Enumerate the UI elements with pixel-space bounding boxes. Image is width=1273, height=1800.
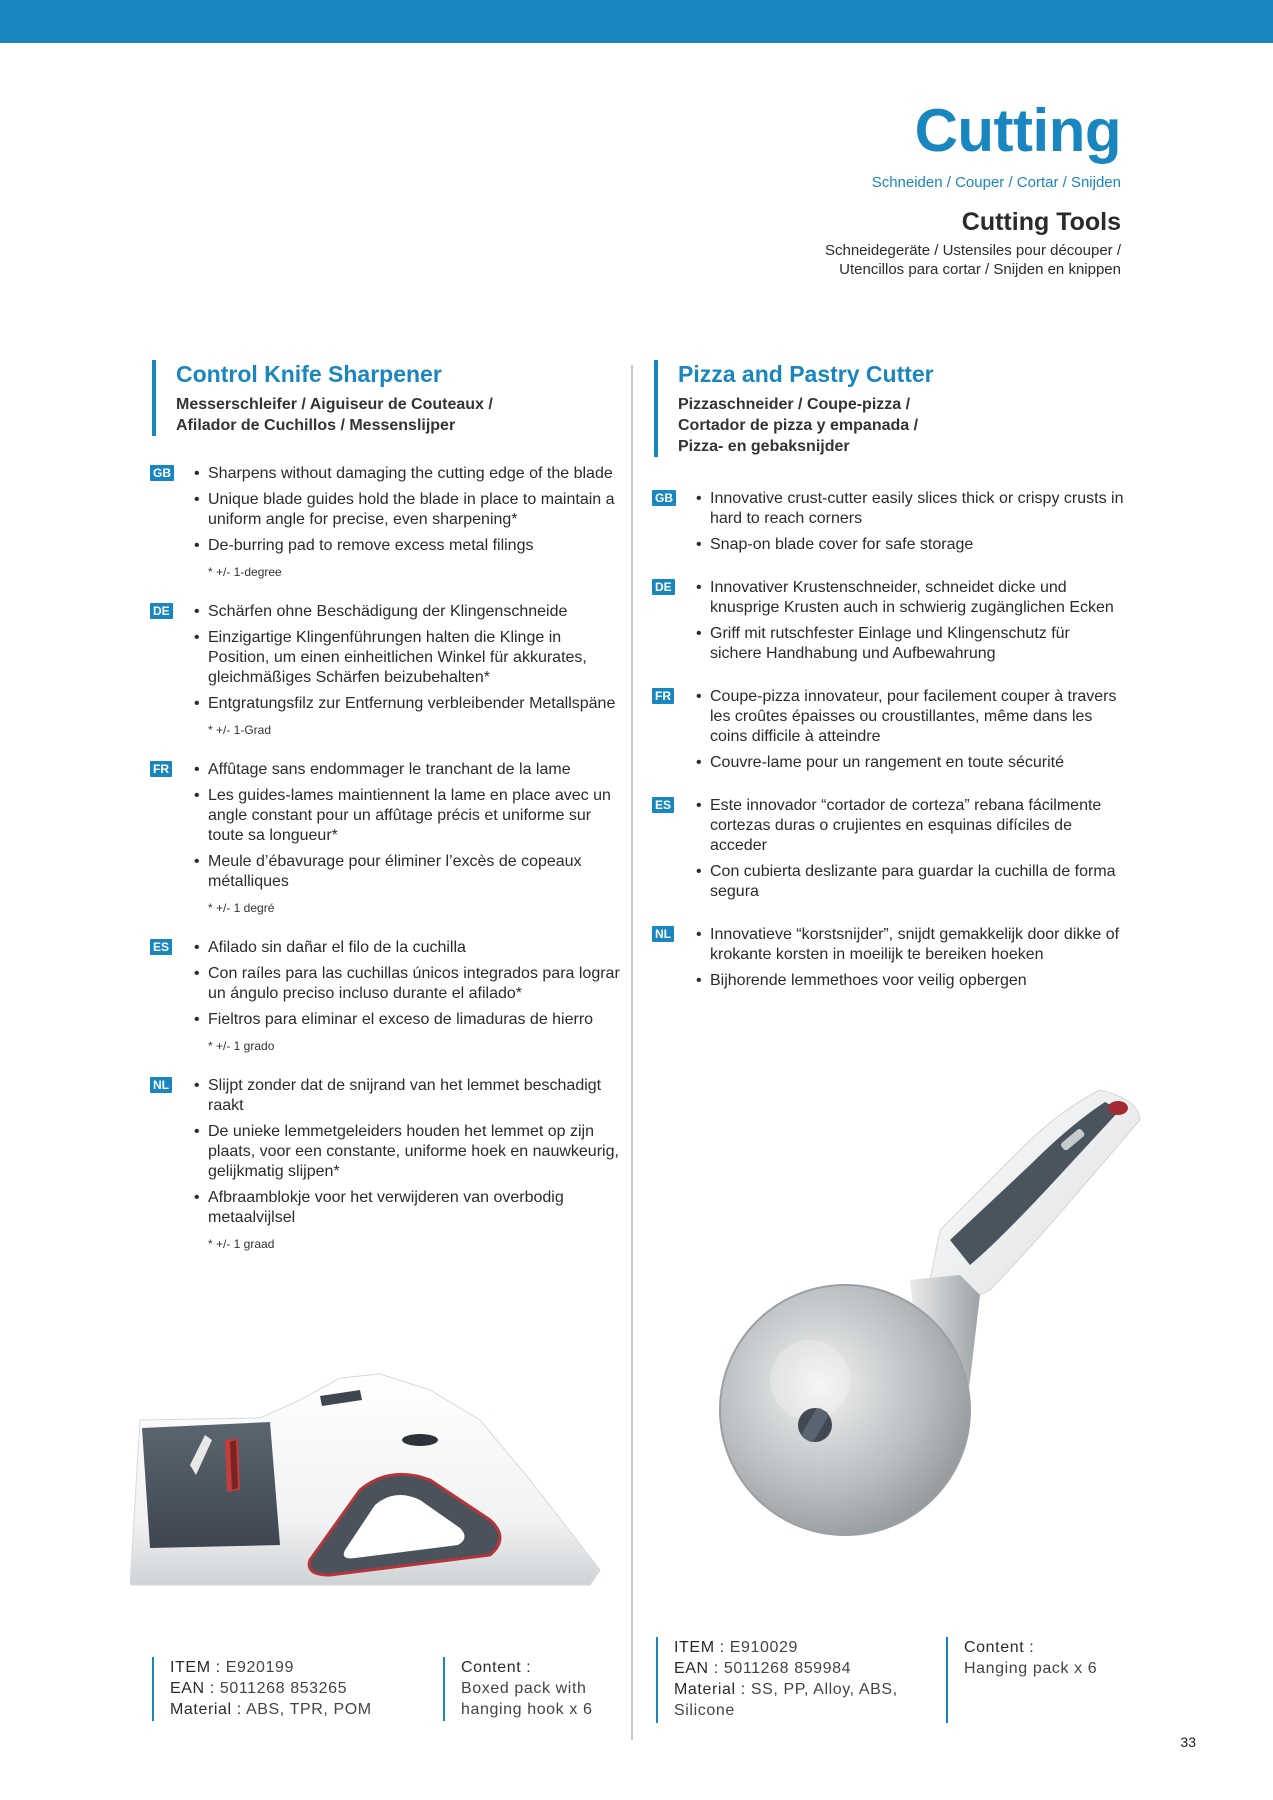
language-badge: FR xyxy=(150,761,172,777)
page-subtitle: Schneiden / Couper / Cortar / Snijden xyxy=(871,174,1121,191)
feature-item: • Einzigartige Klingenführungen halten die Klinge in Position, um einen einheitlichen Winkel für akkurates, gleichmäßiges Schärfen beizubehalten* xyxy=(194,628,622,688)
footnote: * +/- 1 graad xyxy=(208,1237,275,1251)
feature-item: • Schärfen ohne Beschädigung der Klingenschneide xyxy=(194,602,622,622)
language-badge: DE xyxy=(150,603,173,619)
feature-item: • Couvre-lame pour un rangement en toute sécurité xyxy=(696,753,1124,773)
item-number: E910029 xyxy=(729,1639,799,1656)
feature-item: • Bijhorende lemmethoes voor veilig opbergen xyxy=(696,971,1124,991)
feature-item: • De unieke lemmetgeleiders houden het lemmet op zijn plaats, voor een constante, uniforme hoek en nauwkeurig, gelijkmatig slijpen* xyxy=(194,1122,622,1182)
feature-item: • Griff mit rutschfester Einlage und Klingenschutz für sichere Handhabung und Aufbewahrung xyxy=(696,624,1124,664)
product-subtitle: Messerschleifer / Aiguiseur de Couteaux / Afilador de Cuchillos / Messenslijper xyxy=(176,396,493,434)
feature-item: • Innovatieve “korstsnijder”, snijdt gemakkelijk door dikke of krokante korsten in moeilijk te bereiken hoeken xyxy=(696,925,1124,965)
language-badge: GB xyxy=(652,490,676,506)
feature-item: • Fieltros para eliminar el exceso de limaduras de hierro xyxy=(194,1010,622,1030)
product-title-block xyxy=(152,360,622,436)
material: SS, PP, Alloy, ABS, xyxy=(750,1681,898,1698)
section-title: Cutting Tools xyxy=(961,208,1121,236)
language-badge: NL xyxy=(150,1077,172,1093)
feature-item: • Innovativer Krustenschneider, schneidet dicke und knusprige Krusten auch in schwierig zugänglichen Ecken xyxy=(696,578,1124,618)
feature-item: • De-burring pad to remove excess metal filings xyxy=(194,536,622,556)
feature-item: • Snap-on blade cover for safe storage xyxy=(696,535,1124,555)
feature-item: • Meule d’ébavurage pour éliminer l’excès de copeaux métalliques xyxy=(194,852,622,892)
language-badge: ES xyxy=(652,797,674,813)
language-badge: ES xyxy=(150,939,172,955)
language-badge: FR xyxy=(652,688,674,704)
top-color-bar xyxy=(0,0,1273,43)
section-subtitle: Schneidegeräte / Ustensiles pour découper / Utencillos para cortar / Snijden en knippen xyxy=(824,242,1121,278)
product-pizza-cutter xyxy=(654,362,1124,1014)
feature-item: • Este innovador “cortador de corteza” rebana fácilmente cortezas duras o crujientes en esquinas difíciles de acceder xyxy=(696,796,1124,856)
feature-item: • Con raíles para las cuchillas únicos integrados para lograr un ángulo preciso incluso durante el afilado* xyxy=(194,964,622,1004)
lang-section-de xyxy=(152,602,622,737)
lang-section-gb xyxy=(654,489,1124,555)
feature-item: • Unique blade guides hold the blade in place to maintain a uniform angle for precise, even sharpening* xyxy=(194,490,622,530)
product-subtitle: Pizzaschneider / Coupe-pizza / Cortador de pizza y empanada / Pizza- en gebaksnijder xyxy=(678,396,919,455)
footnote: * +/- 1-degree xyxy=(208,565,282,579)
feature-item: • Con cubierta deslizante para guardar la cuchilla de forma segura xyxy=(696,862,1124,902)
footnote: * +/- 1 grado xyxy=(208,1039,275,1053)
language-badge: GB xyxy=(150,465,174,481)
feature-item: • Slijpt zonder dat de snijrand van het lemmet beschadigt raakt xyxy=(194,1076,622,1116)
feature-item: • Les guides-lames maintiennent la lame en place avec un angle constant pour un affûtage précis et uniforme sur toute sa longueur* xyxy=(194,786,622,846)
feature-item: • Entgratungsfilz zur Entfernung verbleibender Metallspäne xyxy=(194,694,622,714)
left-item-details: ITEM : E920199 EAN : 5011268 853265 Material : ABS, TPR, POM xyxy=(152,1657,372,1721)
ean-number: 5011268 859984 xyxy=(723,1660,852,1677)
lang-section-nl xyxy=(152,1076,622,1251)
item-number: E920199 xyxy=(225,1659,295,1676)
lang-section-gb xyxy=(152,464,622,579)
feature-item: • Innovative crust-cutter easily slices thick or crispy crusts in hard to reach corners xyxy=(696,489,1124,529)
product-title: Pizza and Pastry Cutter xyxy=(678,361,934,387)
product-title: Control Knife Sharpener xyxy=(176,361,442,387)
left-content-details: Content : Boxed pack with hanging hook x 6 xyxy=(443,1657,592,1721)
material: ABS, TPR, POM xyxy=(245,1701,372,1718)
language-badge: DE xyxy=(652,579,675,595)
product-knife-sharpener xyxy=(152,362,622,1274)
lang-section-fr xyxy=(654,687,1124,773)
page-title: Cutting xyxy=(914,97,1121,164)
lang-section-es xyxy=(152,938,622,1053)
lang-section-es xyxy=(654,796,1124,902)
feature-item: • Afbraamblokje voor het verwijderen van overbodig metaalvijlsel xyxy=(194,1188,622,1228)
ean-number: 5011268 853265 xyxy=(219,1680,348,1697)
footnote: * +/- 1-Grad xyxy=(208,723,272,737)
feature-item: • Afilado sin dañar el filo de la cuchilla xyxy=(194,938,622,958)
language-badge: NL xyxy=(652,926,674,942)
right-content-details: Content : Hanging pack x 6 xyxy=(946,1637,1097,1723)
feature-item: • Coupe-pizza innovateur, pour facilement couper à travers les croûtes épaisses ou croustillantes, même dans les coins difficile à atteindre xyxy=(696,687,1124,747)
knife-sharpener-image xyxy=(130,1370,610,1600)
lang-section-nl xyxy=(654,925,1124,991)
right-item-details: ITEM : E910029 EAN : 5011268 859984 Material : SS, PP, Alloy, ABS, Silicone xyxy=(656,1637,898,1723)
page-number: 33 xyxy=(1180,1734,1196,1750)
pizza-cutter-image xyxy=(700,1080,1150,1550)
column-divider xyxy=(631,365,633,1740)
lang-section-de xyxy=(654,578,1124,664)
feature-item: • Sharpens without damaging the cutting edge of the blade xyxy=(194,464,622,484)
lang-section-fr xyxy=(152,760,622,915)
product-title-block xyxy=(654,360,1124,457)
footnote: * +/- 1 degré xyxy=(208,901,275,915)
feature-item: • Affûtage sans endommager le tranchant de la lame xyxy=(194,760,622,780)
